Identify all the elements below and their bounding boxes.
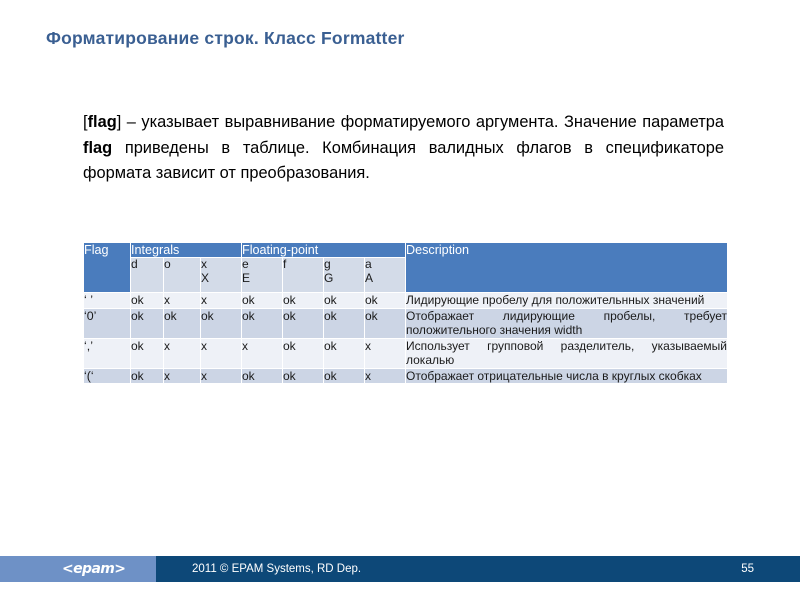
cell-mark-eE: x xyxy=(242,338,283,368)
header-flag: Flag xyxy=(84,243,131,293)
subheader-e-upper-e xyxy=(242,258,283,293)
cell-mark-gG: ok xyxy=(324,338,365,368)
page-title: Форматирование строк. Класс Formatter xyxy=(46,28,405,48)
subheader-g-line2: G xyxy=(324,270,334,285)
subheader-d: d xyxy=(131,258,164,293)
header-floating-point: Floating-point xyxy=(242,243,406,258)
page-number: 55 xyxy=(741,563,754,575)
cell-description: Лидирующие пробелу для положительнных значений xyxy=(406,293,728,309)
cell-flag: ‘ ’ xyxy=(84,293,131,309)
cell-mark-d: ok xyxy=(131,308,164,338)
cell-mark-f: ok xyxy=(283,338,324,368)
cell-flag: ‘,’ xyxy=(84,338,131,368)
slide-footer xyxy=(0,556,800,582)
cell-mark-aA: x xyxy=(365,338,406,368)
cell-description: Отображает лидирующие пробелы, требует положительного значения width xyxy=(406,308,727,337)
footer-logo-block xyxy=(0,556,156,582)
footer-copyright: 2011 © EPAM Systems, RD Dep. xyxy=(192,563,362,575)
cell-mark-o: x xyxy=(164,368,201,384)
flag-token-open: [ xyxy=(83,113,88,131)
cell-mark-o: x xyxy=(164,338,201,368)
footer-bar xyxy=(156,556,800,582)
cell-mark-aA: ok xyxy=(365,293,406,309)
table-row xyxy=(84,368,728,384)
table-row xyxy=(84,293,728,309)
header-integrals: Integrals xyxy=(131,243,242,258)
cell-mark-xX: ok xyxy=(201,308,242,338)
cell-mark-f: ok xyxy=(283,368,324,384)
cell-mark-gG: ok xyxy=(324,368,365,384)
subheader-a-line1: a xyxy=(365,257,372,271)
cell-flag: ‘(‘ xyxy=(84,368,131,384)
subheader-f: f xyxy=(283,258,324,293)
subheader-x-line1: x xyxy=(201,257,207,271)
subheader-x-line2: X xyxy=(201,270,210,285)
subheader-a-line2: A xyxy=(365,270,374,285)
flag-token-bold: flag xyxy=(87,113,117,131)
cell-flag: ‘0’ xyxy=(84,308,131,338)
subheader-g-line1: g xyxy=(324,257,331,271)
subheader-o: o xyxy=(164,258,201,293)
subheader-a-upper-a xyxy=(365,258,406,293)
cell-mark-eE: ok xyxy=(242,308,283,338)
cell-description: Отображает отрицательные числа в круглых скобках xyxy=(406,368,728,384)
cell-mark-eE: ok xyxy=(242,368,283,384)
cell-mark-d: ok xyxy=(131,368,164,384)
cell-mark-gG: ok xyxy=(324,293,365,309)
cell-mark-aA: ok xyxy=(365,308,406,338)
table-row xyxy=(84,338,728,368)
cell-mark-xX: x xyxy=(201,338,242,368)
subheader-x-upper-x xyxy=(201,258,242,293)
cell-mark-xX: x xyxy=(201,293,242,309)
paragraph-segment-1: – указывает выравнивание форматируемого аргумента. Значение параметра xyxy=(126,113,725,131)
cell-mark-eE: ok xyxy=(242,293,283,309)
table-row xyxy=(84,308,728,338)
cell-mark-aA: x xyxy=(365,368,406,384)
paragraph-segment-2: приведены в таблице. Комбинация валидных флагов в спецификаторе формата зависит от преобразования. xyxy=(83,138,724,182)
body-paragraph xyxy=(83,110,724,187)
cell-mark-o: ok xyxy=(164,308,201,338)
subheader-e-line1: e xyxy=(242,257,249,271)
cell-mark-o: x xyxy=(164,293,201,309)
epam-logo: <epam> xyxy=(62,561,126,577)
cell-mark-f: ok xyxy=(283,293,324,309)
table-header-row-top xyxy=(84,243,728,258)
flag-token-close: ] xyxy=(116,113,127,131)
subheader-g-upper-g xyxy=(324,258,365,293)
flag-table xyxy=(83,242,728,384)
cell-description: Использует групповой разделитель, указываемый локалью xyxy=(406,338,727,367)
cell-mark-f: ok xyxy=(283,308,324,338)
cell-mark-gG: ok xyxy=(324,308,365,338)
flag-bold-inline: flag xyxy=(83,138,113,157)
header-description: Description xyxy=(406,243,728,293)
cell-mark-d: ok xyxy=(131,338,164,368)
subheader-e-line2: E xyxy=(242,270,251,285)
cell-mark-d: ok xyxy=(131,293,164,309)
cell-mark-xX: x xyxy=(201,368,242,384)
